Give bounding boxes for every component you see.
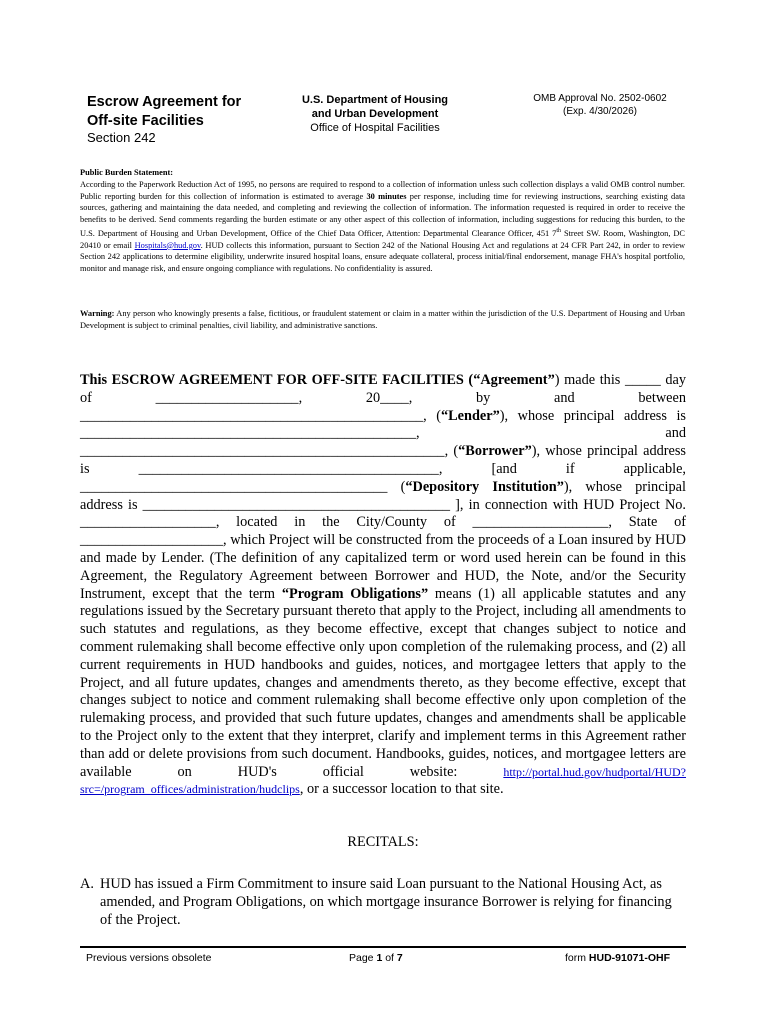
borrower-term: “Borrower” [458,443,532,460]
burden-text-b: per response, including time for reviewing instructions, searching existing data sources, gathering and maintaining the data needed, and completing and reviewing the collection of information. The information requested is required in order to receive the benefits to be derived. Send comments regarding the burden estimate or any other aspect of this collection of information, including suggestions for reducing this burden, to the U.S. Department of Housing and Urban Development, Office of the Chief Data Officer, Attention: Departmental Clearance Officer, 451 7 [80,191,685,238]
page-total: 7 [396,952,403,964]
depository-term: “Depository Institution” [405,478,564,495]
footer-form-number [565,952,670,964]
p1-d: ), whose principal address is __________________________________________, [and if applicable, ___________________________________________ ( [80,443,686,495]
recital-a [80,876,686,929]
hudclips-link[interactable]: http://portal.hud.gov/hudportal/HUD?src=/program_offices/administration/hudclips [80,764,686,797]
warning-text: Any person who knowingly presents a false, fictitious, or fraudulent statement or claim in a matter within the jurisdiction of the U.S. Department of Housing and Urban Development is subject to criminal penalties, civil liability, and administrative sanctions. [80,309,685,330]
burden-email-link[interactable]: Hospitals@hud.gov [134,240,201,250]
form-section: Section 242 [87,130,156,145]
p1-a: This ESCROW AGREEMENT FOR OFF-SITE FACILITIES ( [80,372,474,388]
agreement-paragraph [80,372,686,799]
agreement-term: “Agreement” [473,372,555,388]
p1-b: ) made this _____ day of ____________________, 20____, by and between ________________________________________________, ( [80,372,686,424]
agency-line1: U.S. Department of Housing [301,94,449,106]
program-obligations-term: “Program Obligations” [281,585,429,602]
form-title [87,93,277,131]
lender-term: “Lender” [441,407,500,424]
burden-text-d: . HUD collects this information, pursuant to Section 242 of the National Housing Act and regulations at 24 CFR Part 242, in order to review Section 242 applications to determine eligibility, underwrite insured hospital loans, ensure adequate collateral, process initial/final endorsement, manage FHA's hospital portfolio, monitor and manage risk, and ensure ongoing compliance with regulations. No confidentiality is assured. [80,240,685,274]
form-number: HUD-91071-OHF [588,952,671,964]
p1-e: ), whose principal address is ___________________________________________ ], in connection with HUD Project No. ___________________, located in the City/County of ___________________, State of ____________________, which Project will be constructed from the proceeds of a Loan insured by HUD and made by Lender. (The definition of any capitalized term or word used herein can be found in this Agreement, the Regulatory Agreement between Borrower and HUD, the Note, and/or the Security Instrument, except that the term [80,478,686,602]
form-prefix: form [565,952,589,964]
recital-a-text: HUD has issued a Firm Commitment to insure said Loan pursuant to the National Housing Act, as amended, and Program Obligations, on which mortgage insurance Borrower is relying for financing of the Project. [100,876,672,928]
page-current: 1 [376,952,383,964]
footer-divider [80,946,686,948]
p1-g: , or a successor location to that site. [299,781,504,798]
omb-approval-block [520,93,680,118]
page-of: of [382,952,397,964]
recitals-title: RECITALS: [347,834,419,850]
warning-label: Warning: [80,309,115,318]
agency-line2: and Urban Development [311,108,439,120]
agency-block [285,93,465,135]
burden-heading: Public Burden Statement: [80,168,174,177]
omb-expiration: (Exp. 4/30/2026) [563,105,637,117]
burden-minutes: 30 minutes [366,191,407,201]
omb-approval-number: OMB Approval No. 2502-0602 [533,93,667,104]
form-title-line2: Off-site Facilities [87,113,204,129]
form-title-line1: Escrow Agreement for [87,94,242,110]
burden-text-c: Street SW. Room, Washington, DC 20410 or email [80,228,685,250]
public-burden-statement [80,167,685,275]
warning-statement [80,308,685,332]
agreement-body [80,372,686,799]
footer-previous-versions: Previous versions obsolete [86,952,212,964]
agency-office: Office of Hospital Facilities [310,122,440,134]
p1-f: means (1) all applicable statutes and any regulations issued by the Secretary pursuant thereto that apply to the Project, including all amendments to such statutes and regulations, as they become effective, except that changes subject to notice and comment rulemaking shall become effective only upon completion of the rulemaking process, and (2) all current requirements in HUD handbooks and guides, notices, and mortgagee letters that apply to the Project, and all future updates, changes and amendments thereto, as they become effective, except that changes subject to notice and comment rulemaking shall become effective only upon completion of the rulemaking process, and provided that such future updates, changes and amendments shall be applicable to the Project only to the extent that they interpret, clarify and implement terms in this Agreement rather than add or delete provisions from such document. Handbooks, guides, notices, and mortgagee letters are available on HUD's official website: [80,585,686,780]
footer-page-number [349,952,403,964]
burden-text-a: According to the Paperwork Reduction Act of 1995, no persons are required to respond to a collection of information unless such collection displays a valid OMB control number. Public reporting burden for this collection of information is estimated to average [80,179,685,201]
burden-sup: th [556,227,562,234]
recital-a-label: A. [80,876,94,892]
p1-c: ), whose principal address is _______________________________________________, and ___________________________________________________, ( [80,407,686,460]
page-prefix: Page [349,952,377,964]
